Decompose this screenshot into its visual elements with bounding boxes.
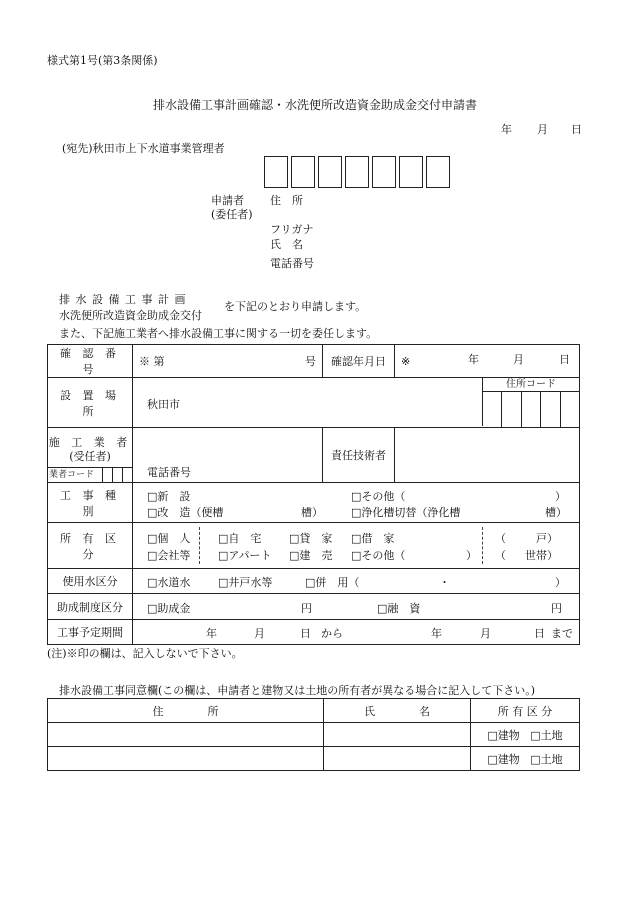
subsidy-grant-yen: 円: [301, 602, 312, 615]
row-ownership: [48, 523, 580, 569]
contractor-phone-label: 電話番号: [147, 466, 191, 479]
contractor-label-cell: [48, 428, 133, 483]
contractor-code-box[interactable]: [48, 467, 132, 482]
schedule-from: から: [321, 627, 343, 640]
consent-land-option[interactable]: □土地: [530, 728, 563, 742]
form-number: 様式第1号(第3条関係): [47, 54, 158, 67]
intro-line1: 排 水 設 備 工 事 計 画: [59, 293, 187, 306]
confirmation-date-field: [395, 345, 580, 378]
consent-name-field[interactable]: [324, 723, 471, 747]
applicant-name-label: 氏 名: [270, 238, 303, 251]
ownership-label: 所 有 区 分: [48, 523, 133, 569]
water-use-combined[interactable]: □併 用（: [305, 576, 360, 589]
address-code-box: [482, 378, 579, 426]
location-field[interactable]: [133, 378, 580, 428]
work-type-remodel[interactable]: □改 造（便槽: [147, 506, 224, 519]
row-water-use: [48, 569, 580, 594]
ownership-company[interactable]: □会社等: [147, 549, 191, 562]
intro-line3: また、下記施工業者へ排水設備工事に関する一切を委任します。: [59, 327, 378, 340]
water-use-dot: ・: [439, 576, 450, 589]
row-location: [48, 378, 580, 428]
consent-header-name: 氏 名: [324, 699, 471, 723]
consent-header-address: 住 所: [48, 699, 324, 723]
consent-land-option[interactable]: □土地: [530, 752, 563, 766]
ownership-rented[interactable]: □借 家: [351, 532, 395, 545]
work-type-label: 工 事 種 別: [48, 483, 133, 523]
row-contractor: [48, 428, 580, 483]
confirmation-date-month: 月: [513, 353, 524, 366]
confirmation-mark: ※ 第: [139, 355, 165, 368]
row-subsidy: [48, 594, 580, 620]
row-confirmation: [48, 345, 580, 378]
work-type-septic[interactable]: □浄化槽切替（浄化槽: [351, 506, 461, 519]
consent-building-option[interactable]: □建物: [487, 752, 520, 766]
ownership-households-label: 世帯）: [525, 549, 558, 562]
water-use-field: [133, 569, 580, 594]
schedule-label: 工事予定期間: [48, 620, 133, 645]
engineer-label: 責任技術者: [323, 428, 395, 483]
confirmation-date-year: 年: [468, 353, 479, 366]
schedule-start-day: 日: [300, 627, 311, 640]
schedule-start-year: 年: [206, 627, 217, 640]
confirmation-go: 号: [305, 355, 316, 368]
location-value: 秋田市: [147, 398, 180, 411]
ownership-other-end: ）: [466, 549, 477, 562]
applicant-number-boxes[interactable]: [264, 156, 453, 188]
contractor-label: 施 工 業 者: [48, 436, 132, 449]
subsidy-loan-yen: 円: [551, 602, 562, 615]
row-schedule: [48, 620, 580, 645]
date-day: 日: [571, 123, 582, 136]
water-use-end: ）: [555, 576, 566, 589]
applicant-address-label: 住 所: [270, 194, 303, 207]
ownership-other[interactable]: □その他（: [351, 549, 406, 562]
contractor-field[interactable]: [133, 428, 323, 483]
applicant-label: 申請者: [211, 194, 244, 207]
confirmation-number-field: [133, 345, 323, 378]
contractor-sublabel: (受任者): [69, 450, 111, 463]
schedule-field[interactable]: [133, 620, 580, 645]
work-type-new[interactable]: □新 設: [147, 490, 191, 503]
consent-address-field[interactable]: [48, 747, 324, 771]
note: (注)※印の欄は、記入しないで下さい。: [47, 647, 243, 660]
consent-address-field[interactable]: [48, 723, 324, 747]
work-type-septic-end: 槽）: [545, 506, 567, 519]
work-type-other[interactable]: □その他（: [351, 490, 406, 503]
applicant-sublabel: (委任者): [211, 208, 253, 221]
work-type-other-end: ）: [555, 490, 566, 503]
contractor-code-label: 業者コード: [49, 470, 95, 480]
consent-header-ownership: 所 有 区 分: [471, 699, 580, 723]
intro-suffix: を下記のとおり申請します。: [224, 300, 367, 313]
consent-row: [48, 723, 580, 747]
confirmation-date-day: 日: [559, 353, 570, 366]
schedule-to: まで: [551, 627, 573, 640]
applicant-furigana-label: フリガナ: [270, 223, 314, 236]
consent-building-option[interactable]: □建物: [487, 728, 520, 742]
subsidy-label: 助成制度区分: [48, 594, 133, 620]
ownership-households-open: （: [495, 549, 506, 562]
schedule-end-day: 日: [534, 627, 545, 640]
schedule-end-year: 年: [431, 627, 442, 640]
consent-ownership-field: [471, 723, 580, 747]
ownership-individual[interactable]: □個 人: [147, 532, 191, 545]
ownership-field: [133, 523, 580, 569]
confirmation-date-label: 確認年月日: [323, 345, 395, 378]
engineer-field[interactable]: [395, 428, 580, 483]
schedule-start-month: 月: [254, 627, 265, 640]
confirmation-number-label: 確 認 番 号: [48, 345, 133, 378]
consent-table: [47, 698, 580, 771]
date-year: 年: [501, 123, 512, 136]
ownership-for-sale[interactable]: □建 売: [289, 549, 333, 562]
confirmation-date-mark: ※: [401, 354, 411, 368]
ownership-units-open: （: [495, 532, 506, 545]
ownership-own-home[interactable]: □自 宅: [218, 532, 262, 545]
water-use-label: 使用水区分: [48, 569, 133, 594]
applicant-phone-label: 電話番号: [270, 257, 314, 270]
work-type-remodel-end: 槽）: [301, 506, 323, 519]
intro-line2: 水洗便所改造資金助成金交付: [59, 309, 202, 322]
work-type-field: [133, 483, 580, 523]
date-month: 月: [537, 123, 548, 136]
schedule-end-month: 月: [480, 627, 491, 640]
address-code-cells[interactable]: [483, 392, 579, 427]
consent-name-field[interactable]: [324, 747, 471, 771]
subsidy-field: [133, 594, 580, 620]
water-use-well[interactable]: □井戸水等: [218, 576, 273, 589]
ownership-rental-house[interactable]: □貸 家: [289, 532, 333, 545]
consent-header-row: [48, 699, 580, 723]
form-title: 排水設備工事計画確認・水洗便所改造資金助成金交付申請書: [152, 98, 477, 112]
subsidy-grant[interactable]: □助成金: [147, 602, 191, 615]
consent-ownership-field: [471, 747, 580, 771]
location-label: 設 置 場 所: [48, 378, 133, 428]
ownership-units-label: 戸）: [536, 532, 558, 545]
water-use-tap[interactable]: □水道水: [147, 576, 191, 589]
consent-row: [48, 747, 580, 771]
subsidy-loan[interactable]: □融 資: [377, 602, 421, 615]
row-work-type: [48, 483, 580, 523]
consent-title: 排水設備工事同意欄(この欄は、申請者と建物又は土地の所有者が異なる場合に記入して下さい。): [59, 684, 536, 697]
addressee: (宛先)秋田市上下水道事業管理者: [62, 142, 225, 155]
address-code-label: 住所コード: [483, 378, 579, 392]
ownership-apartment[interactable]: □アパート: [218, 549, 272, 562]
application-table: [47, 344, 580, 645]
